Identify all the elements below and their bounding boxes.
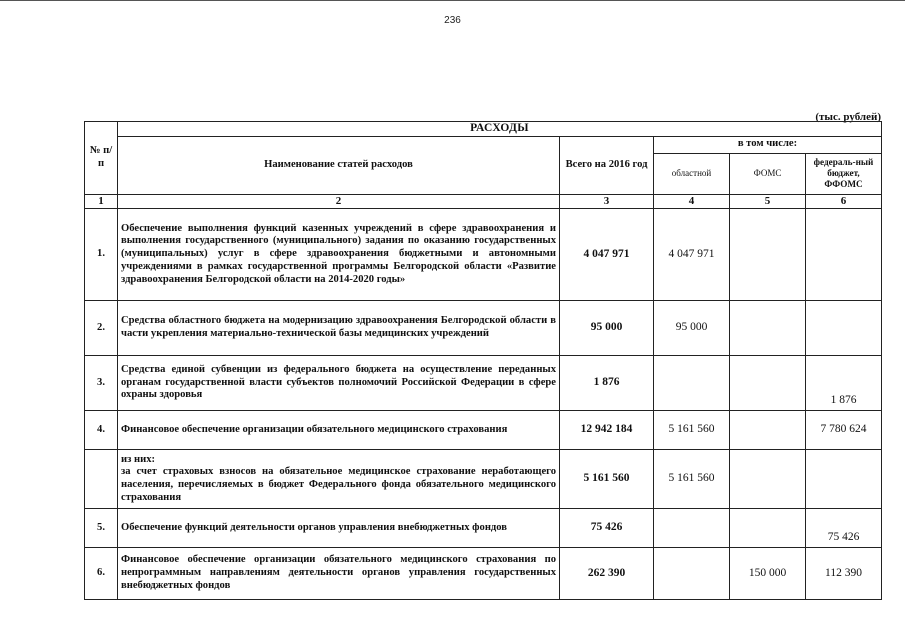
row-description: Обеспечение выполнения функций казенных учреждений в сфере здравоохранения и выполнения государственного (муниципального) задания по оказанию государственных (муниципальных) услуг в сфере здравоохранения бюджетными и автономными учреждениями в рамках государственной программы Белгородской области «Развитие здравоохранения Белгородской области на 2014-2020 годы» [118, 208, 560, 300]
row-regional: 5 161 560 [654, 410, 730, 449]
row-federal: 112 390 [806, 547, 882, 599]
row-federal: 1 876 [806, 355, 882, 410]
col-header-total: Всего на 2016 год [560, 136, 654, 194]
row-description: Обеспечение функций деятельности органов управления внебюджетных фондов [118, 508, 560, 547]
row-foms [730, 355, 806, 410]
row-foms [730, 208, 806, 300]
column-number: 3 [560, 194, 654, 208]
table-row [85, 508, 882, 547]
table-row [85, 410, 882, 449]
col-header-num: № п/п [85, 122, 118, 195]
column-numbers-row [85, 194, 882, 208]
row-number: 2. [85, 300, 118, 355]
row-foms: 150 000 [730, 547, 806, 599]
column-number: 4 [654, 194, 730, 208]
header-row-1 [85, 136, 882, 153]
row-description: Средства единой субвенции из федерального бюджета на осуществление переданных органам государственной власти субъектов полномочий Российской Федерации в сфере охраны здоровья [118, 355, 560, 410]
column-number: 1 [85, 194, 118, 208]
row-regional [654, 355, 730, 410]
row-number: 6. [85, 547, 118, 599]
column-number: 2 [118, 194, 560, 208]
row-total: 5 161 560 [560, 449, 654, 508]
column-number: 6 [806, 194, 882, 208]
units-label: (тыс. рублей) [815, 111, 881, 123]
row-total: 12 942 184 [560, 410, 654, 449]
top-border-line [0, 0, 905, 1]
col-header-federal: федераль-ный бюджет, ФФОМС [806, 153, 882, 194]
table-row [85, 449, 882, 508]
row-regional: 95 000 [654, 300, 730, 355]
table-row [85, 300, 882, 355]
table-row [85, 355, 882, 410]
page-number: 236 [444, 15, 461, 26]
table-title-row [85, 122, 882, 137]
row-foms [730, 449, 806, 508]
row-number: 1. [85, 208, 118, 300]
row-regional: 4 047 971 [654, 208, 730, 300]
row-foms [730, 508, 806, 547]
row-description: Финансовое обеспечение организации обязательного медицинского страхования по непрограммным направлениям деятельности органов управления государственных внебюджетных фондов [118, 547, 560, 599]
row-foms [730, 300, 806, 355]
row-total: 4 047 971 [560, 208, 654, 300]
col-header-name: Наименование статей расходов [118, 136, 560, 194]
expenses-table [84, 121, 882, 600]
row-number: 4. [85, 410, 118, 449]
col-header-foms: ФОМС [730, 153, 806, 194]
row-description: Финансовое обеспечение организации обязательного медицинского страхования [118, 410, 560, 449]
table-title: РАСХОДЫ [118, 122, 882, 137]
row-number [85, 449, 118, 508]
row-total: 75 426 [560, 508, 654, 547]
row-federal [806, 208, 882, 300]
row-description-intro: из них: [121, 453, 156, 465]
row-total: 1 876 [560, 355, 654, 410]
row-number: 3. [85, 355, 118, 410]
row-federal: 7 780 624 [806, 410, 882, 449]
row-federal [806, 449, 882, 508]
row-total: 95 000 [560, 300, 654, 355]
row-number: 5. [85, 508, 118, 547]
row-regional: 5 161 560 [654, 449, 730, 508]
column-number: 5 [730, 194, 806, 208]
row-description: за счет страховых взносов на обязательное медицинское страхование неработающего населения, перечисляемых в бюджет Федерального фонда обязательного медицинского страхования [121, 466, 556, 503]
row-total: 262 390 [560, 547, 654, 599]
row-foms [730, 410, 806, 449]
row-federal [806, 300, 882, 355]
table-row [85, 208, 882, 300]
row-description: Средства областного бюджета на модернизацию здравоохранения Белгородской области в части укрепления материально-технической базы медицинских учреждений [118, 300, 560, 355]
row-regional [654, 508, 730, 547]
col-header-regional: областной [654, 153, 730, 194]
row-federal: 75 426 [806, 508, 882, 547]
row-regional [654, 547, 730, 599]
row-description-block [118, 449, 560, 508]
col-header-including: в том числе: [654, 136, 882, 153]
table-row [85, 547, 882, 599]
